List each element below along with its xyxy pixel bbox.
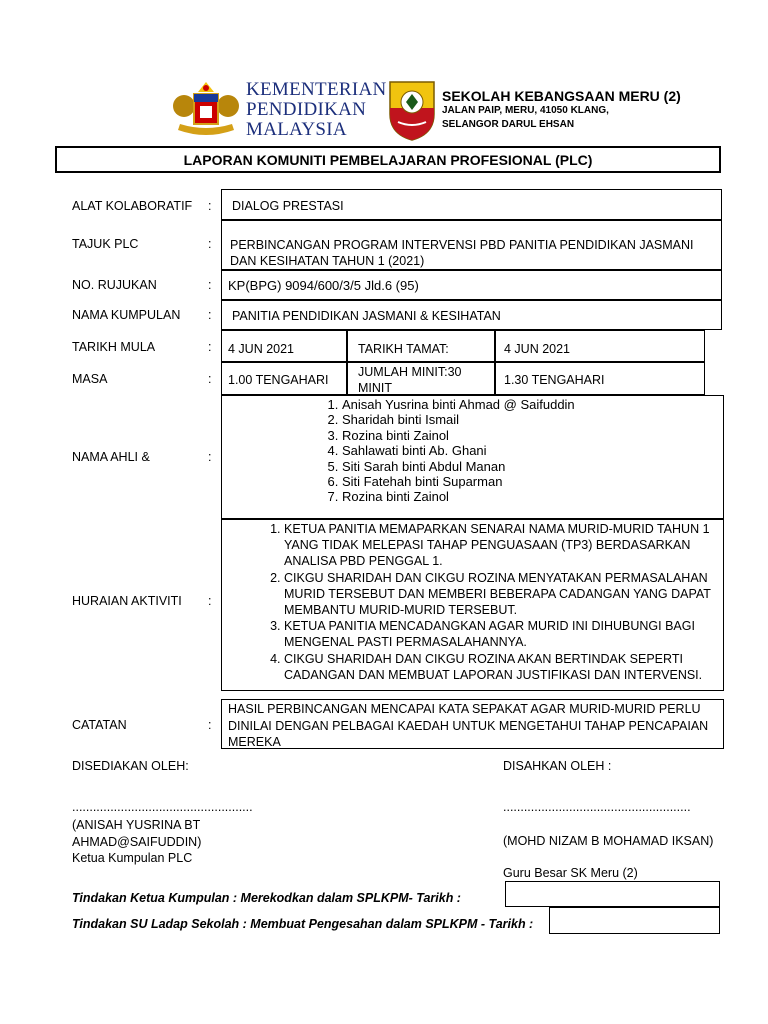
tarikh-tamat-label-box — [347, 330, 495, 362]
left-signatory-role: Ketua Kumpulan PLC — [72, 851, 193, 865]
school-address-1: JALAN PAIP, MERU, 41050 KLANG, — [442, 105, 609, 116]
school-logo-icon — [384, 78, 440, 142]
tindakan-ketua: Tindakan Ketua Kumpulan : Merekodkan dalam SPLKPM- Tarikh : — [72, 891, 461, 905]
school-name: SEKOLAH KEBANGSAAN MERU (2) — [442, 88, 681, 104]
list-item: 7. Rozina binti Zainol — [342, 489, 575, 504]
masa-tamat-box — [495, 362, 705, 395]
catatan-box — [221, 699, 724, 749]
tindakan-su: Tindakan SU Ladap Sekolah : Membuat Pengesahan dalam SPLKPM - Tarikh : — [72, 917, 534, 931]
tajuk-value-box — [221, 220, 722, 270]
kumpulan-value: PANITIA PENDIDIKAN JASMANI & KESIHATAN — [232, 309, 501, 323]
list-item: 1. Anisah Yusrina binti Ahmad @ Saifuddin — [342, 397, 575, 412]
alat-value: DIALOG PRESTASI — [232, 199, 344, 213]
tajuk-value: PERBINCANGAN PROGRAM INTERVENSI PBD PANITIA PENDIDIKAN JASMANI DAN KESIHATAN TAHUN 1 (2021) — [230, 238, 694, 268]
alat-colon: : — [208, 199, 212, 213]
tarikh-mula-value: 4 JUN 2021 — [228, 342, 295, 356]
tarikh-tamat-box — [495, 330, 705, 362]
rujukan-value: KP(BPG) 9094/600/3/5 Jld.6 (95) — [228, 278, 419, 293]
alat-value-box — [221, 189, 722, 220]
tarikh-mula-box — [221, 330, 347, 362]
catatan-label: CATATAN — [72, 718, 127, 732]
ministry-line-3: MALAYSIA — [246, 119, 347, 140]
list-item: 4. Sahlawati binti Ab. Ghani — [342, 443, 575, 458]
tajuk-colon: : — [208, 237, 212, 251]
list-item: 3. KETUA PANITIA MENCADANGKAN AGAR MURID INI DIHUBUNGI BAGI MENGENAL PASTI PERMASALAHANNYA. — [284, 618, 720, 650]
masa-tamat-value: 1.30 TENGAHARI — [504, 373, 605, 387]
masa-colon: : — [208, 372, 212, 386]
rujukan-colon: : — [208, 278, 212, 292]
signature-line-right: ...................................................... — [503, 800, 691, 814]
ahli-label: NAMA AHLI & — [72, 450, 150, 464]
school-address-2: SELANGOR DARUL EHSAN — [442, 119, 575, 130]
list-item: 3. Rozina binti Zainol — [342, 428, 575, 443]
tarikh-mula-label: TARIKH MULA — [72, 340, 156, 354]
right-signatory-name: (MOHD NIZAM B MOHAMAD IKSAN) — [503, 834, 714, 848]
kumpulan-value-box — [221, 300, 722, 330]
list-item: 2. Sharidah binti Ismail — [342, 412, 575, 427]
tajuk-label: TAJUK PLC — [72, 237, 139, 251]
list-item: 5. Siti Sarah binti Abdul Manan — [342, 459, 575, 474]
rujukan-label: NO. RUJUKAN — [72, 278, 157, 292]
catatan-value: HASIL PERBINCANGAN MENCAPAI KATA SEPAKAT AGAR MURID-MURID PERLU DINILAI DENGAN PELBAGAI KAEDAH UNTUK MENGETAHUI TAHAP PENCAPAIAN MEREKA — [228, 702, 709, 749]
left-signatory-name: (ANISAH YUSRINA BT AHMAD@SAIFUDDIN) — [72, 818, 202, 849]
list-item: 2. CIKGU SHARIDAH DAN CIKGU ROZINA MENYATAKAN PERMASALAHAN MURID TERSEBUT DAN MEMBERI BEBERAPA CADANGAN YANG DAPAT MEMBANTU MURID-MURID TERSEBUT. — [284, 570, 720, 619]
kumpulan-colon: : — [208, 308, 212, 322]
tarikh-colon: : — [208, 340, 212, 354]
page-title-text: LAPORAN KOMUNITI PEMBELAJARAN PROFESIONAL (PLC) — [183, 151, 593, 168]
huraian-colon: : — [208, 594, 212, 608]
page-title — [55, 146, 721, 173]
disahkan-label: DISAHKAN OLEH : — [503, 759, 612, 773]
jumlah-minit-value: JUMLAH MINIT:30 MINIT — [358, 365, 462, 395]
tindakan-su-date-box[interactable] — [549, 907, 720, 934]
disediakan-label: DISEDIAKAN OLEH: — [72, 759, 189, 773]
huraian-box — [221, 519, 724, 691]
tarikh-tamat-label: TARIKH TAMAT: — [358, 342, 449, 356]
masa-mula-box — [221, 362, 347, 395]
masa-mula-value: 1.00 TENGAHARI — [228, 373, 329, 387]
catatan-colon: : — [208, 718, 212, 732]
list-item: 1. KETUA PANITIA MEMAPARKAN SENARAI NAMA MURID-MURID TAHUN 1 YANG TIDAK MELEPASI TAHAP PENGUASAAN (TP3) BERDASARKAN ANALISA PBD PENGGAL 1. — [284, 521, 720, 570]
list-item: 4. CIKGU SHARIDAH DAN CIKGU ROZINA AKAN BERTINDAK SEPERTI CADANGAN DAN MEMBUAT LAPORAN JUSTIFIKASI DAN INTERVENSI. — [284, 651, 720, 683]
right-signatory-role: Guru Besar SK Meru (2) — [503, 866, 638, 880]
tindakan-ketua-date-box[interactable] — [505, 881, 720, 907]
list-item: 6. Siti Fatehah binti Suparman — [342, 474, 575, 489]
ministry-line-1: KEMENTERIAN — [246, 79, 387, 100]
ahli-box — [221, 395, 724, 519]
ministry-name — [246, 80, 387, 140]
huraian-label: HURAIAN AKTIVITI — [72, 594, 182, 608]
jumlah-minit-box — [347, 362, 495, 395]
alat-label: ALAT KOLABORATIF — [72, 199, 193, 213]
huraian-list — [250, 521, 720, 683]
ahli-list — [320, 397, 575, 505]
ahli-colon: : — [208, 450, 212, 464]
rujukan-value-box — [221, 270, 722, 300]
signature-line-left: .................................................... — [72, 800, 253, 814]
kumpulan-label: NAMA KUMPULAN — [72, 308, 181, 322]
tarikh-tamat-value: 4 JUN 2021 — [504, 342, 571, 356]
masa-label: MASA — [72, 372, 108, 386]
ministry-line-2: PENDIDIKAN — [246, 99, 367, 120]
ministry-crest-icon — [170, 80, 242, 138]
